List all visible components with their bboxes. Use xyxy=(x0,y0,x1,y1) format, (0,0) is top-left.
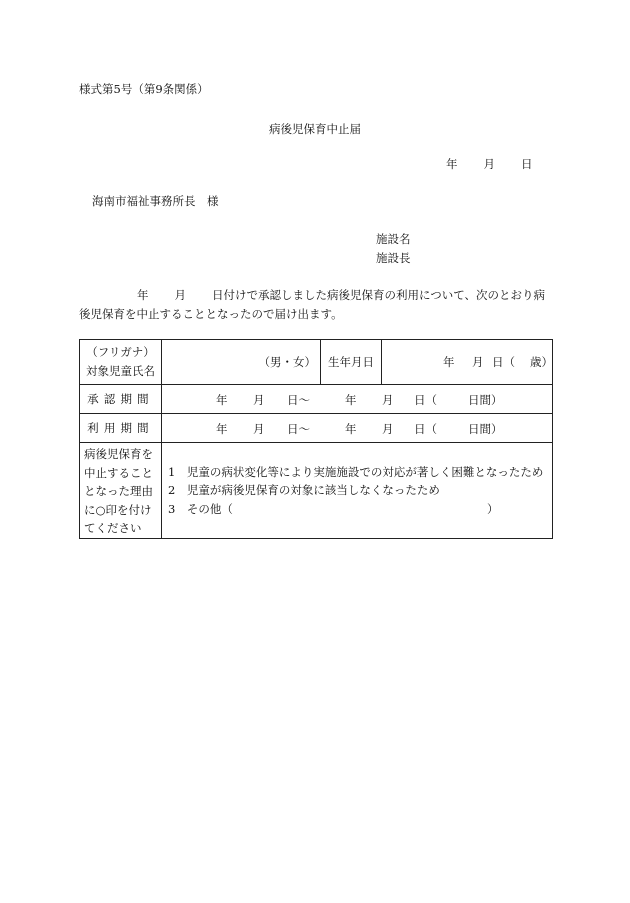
addressee: 海南市福祉事務所長 様 xyxy=(92,194,219,208)
reason-option-2[interactable]: 2 児童が病後児保育の対象に該当しなくなったため xyxy=(168,483,440,498)
body-line1-text: 日付けで承認しました病後児保育の利用について、次のとおり病 xyxy=(212,288,546,302)
usage-days: 日間） xyxy=(468,422,503,436)
usage-year: 年 xyxy=(216,422,228,436)
child-name-label: 対象児童氏名 xyxy=(86,364,155,378)
reason-options xyxy=(162,443,553,539)
birth-year: 年 xyxy=(443,355,455,369)
approval-year: 年 xyxy=(216,393,228,407)
reason-label-line: となった理由 xyxy=(84,484,153,498)
reason-option-3[interactable]: 3 その他（ xyxy=(168,501,233,516)
body-text-line-2: 後児保育を中止することとなったので届け出ます。 xyxy=(79,307,343,321)
usage-month: 月 xyxy=(253,422,265,436)
reason-row xyxy=(80,443,553,539)
age: 歳） xyxy=(530,355,553,369)
reason-label-line: 病後児保育を xyxy=(84,447,153,461)
reason-label-cell xyxy=(80,443,162,539)
date-month: 月 xyxy=(483,157,495,171)
reason-label-line: に○印を付け xyxy=(84,502,152,517)
body-year: 年 xyxy=(137,288,149,302)
child-name-field[interactable] xyxy=(162,340,321,385)
facility-head-label: 施設長 xyxy=(376,251,411,265)
facility-name-label: 施設名 xyxy=(376,232,411,246)
body-month: 月 xyxy=(174,288,186,302)
usage-period-row xyxy=(80,414,553,443)
approval-month-to: 月 xyxy=(382,393,394,407)
approval-month: 月 xyxy=(253,393,265,407)
usage-period-field[interactable] xyxy=(162,414,553,443)
birth-day: 日（ xyxy=(492,355,515,369)
date-year: 年 xyxy=(446,157,458,171)
usage-month-to: 月 xyxy=(382,422,394,436)
approval-year-to: 年 xyxy=(345,393,357,407)
reason-label-line: てください xyxy=(84,521,142,535)
birth-date-label: 生年月日 xyxy=(321,340,382,385)
approval-period-row xyxy=(80,385,553,414)
child-name-label-cell xyxy=(80,340,162,385)
child-name-row xyxy=(80,340,553,385)
body-text-line-1 xyxy=(79,287,545,303)
other-reason-close: ） xyxy=(487,501,499,516)
reason-option-1[interactable]: 1 児童の病状変化等により実施施設での対応が著しく困難となったため xyxy=(168,464,544,479)
usage-day-to: 日（ xyxy=(414,422,437,436)
date-day: 日 xyxy=(521,157,533,171)
usage-day-from: 日～ xyxy=(287,422,310,436)
usage-period-label: 利用期間 xyxy=(80,414,162,443)
approval-period-label: 承認期間 xyxy=(80,385,162,414)
submission-date xyxy=(446,156,533,172)
form-number: 様式第5号（第9条関係） xyxy=(79,82,209,96)
approval-day-from: 日～ xyxy=(287,393,310,407)
approval-days: 日間） xyxy=(468,393,503,407)
approval-period-field[interactable] xyxy=(162,385,553,414)
birth-date-field[interactable] xyxy=(382,340,553,385)
reason-option-3-row[interactable] xyxy=(168,500,552,519)
cancellation-form-table xyxy=(79,339,553,539)
approval-day-to: 日（ xyxy=(414,393,437,407)
gender-selector[interactable]: （男・女） xyxy=(258,355,316,369)
reason-label-line: 中止すること xyxy=(84,465,153,480)
usage-year-to: 年 xyxy=(345,422,357,436)
furigana-label: （フリガナ） xyxy=(86,345,155,359)
form-title: 病後児保育中止届 xyxy=(269,122,361,136)
birth-month: 月 xyxy=(472,355,484,369)
